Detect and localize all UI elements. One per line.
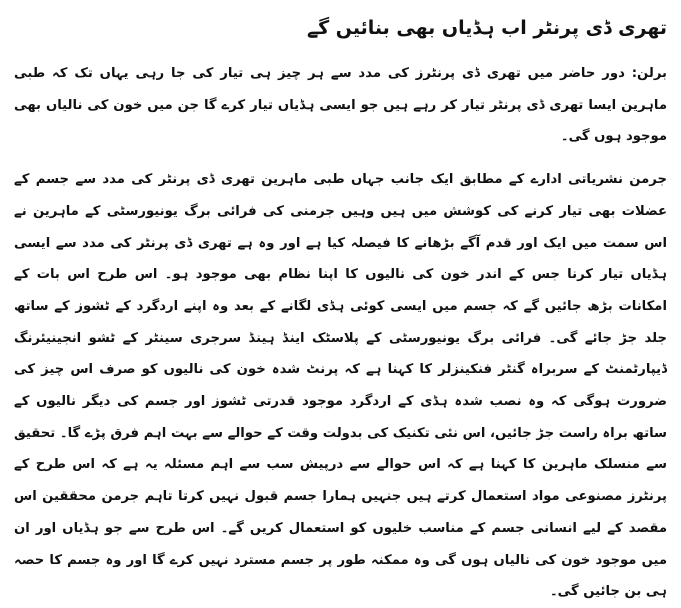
article-headline: تھری ڈی پرنٹر اب ہڈیاں بھی بنائیں گے [306, 17, 667, 39]
article-paragraph-body: جرمن نشریاتی ادارے کے مطابق ایک جانب جہاں طبی ماہرین تھری ڈی پرنٹر کی مدد سے جسم کے عضلات بھی تیار کرنے کی کوشش میں ہیں وہیں جرمنی کی فرائی برگ یونیورسٹی کے ماہرین نے اس سمت میں ایک اور قدم آگے بڑھانے کا فیصلہ کیا ہے اور وہ ہے تھری ڈی پرنٹر کی مدد سے ایسی ہڈیاں تیار کرنا جس کے اندر خون کی نالیوں کا اپنا نظام بھی موجود ہو۔ اس طرح اس بات کے امکانات بڑھ جائیں گے کہ جسم میں ایسی کوئی ہڈی لگانے کے بعد وہ اپنے اردگرد کے ٹشوز کے ساتھ جلد جڑ جائے گی۔ فرائی برگ یونیورسٹی کے پلاسٹک اینڈ ہینڈ سرجری سینٹر کے ٹشو انجینیئرنگ ڈیپارٹمنٹ کے سربراہ گنٹر فنکینزلر کا کہنا ہے کہ پرنٹ شدہ خون کی نالیوں کو صرف اس چیز کی ضرورت ہوگی کہ وہ نصب شدہ ہڈی کے اردگرد موجود قدرتی ٹشوز اور جسم کی دیگر نالیوں کے ساتھ براہ راست جڑ جائیں، اس نئی تکنیک کی بدولت وقت کے حوالے سے بہت اہم فرق پڑے گا۔ تحقیق سے منسلک ماہرین کا کہنا ہے کہ اس حوالے سے درپیش سب سے اہم مسئلہ یہ ہے کہ اس طرح کے پرنٹرز مصنوعی مواد استعمال کرتے ہیں جنہیں ہمارا جسم قبول نہیں کرتا تاہم جرمن محققین اس مقصد کے لیے انسانی جسم کے مناسب خلیوں کو استعمال کریں گے۔ اس طرح سے جو ہڈیاں اور ان میں موجود خون کی نالیاں ہوں گی وہ ممکنہ طور پر جسم مسترد نہیں کرے گا اور وہ جسم کا حصہ ہی بن جائیں گی۔ [14, 172, 667, 600]
article-paragraph-intro: برلن: دور حاضر میں تھری ڈی پرنٹرز کی مدد سے ہر چیز ہی تیار کی جا رہی یہاں تک کہ طبی ماہرین ایسا تھری ڈی پرنٹر تیار کر رہے ہیں جو ایسی ہڈیاں تیار کرے گا جن میں خون کی نالیاں بھی موجود ہوں گی۔ [14, 66, 667, 145]
